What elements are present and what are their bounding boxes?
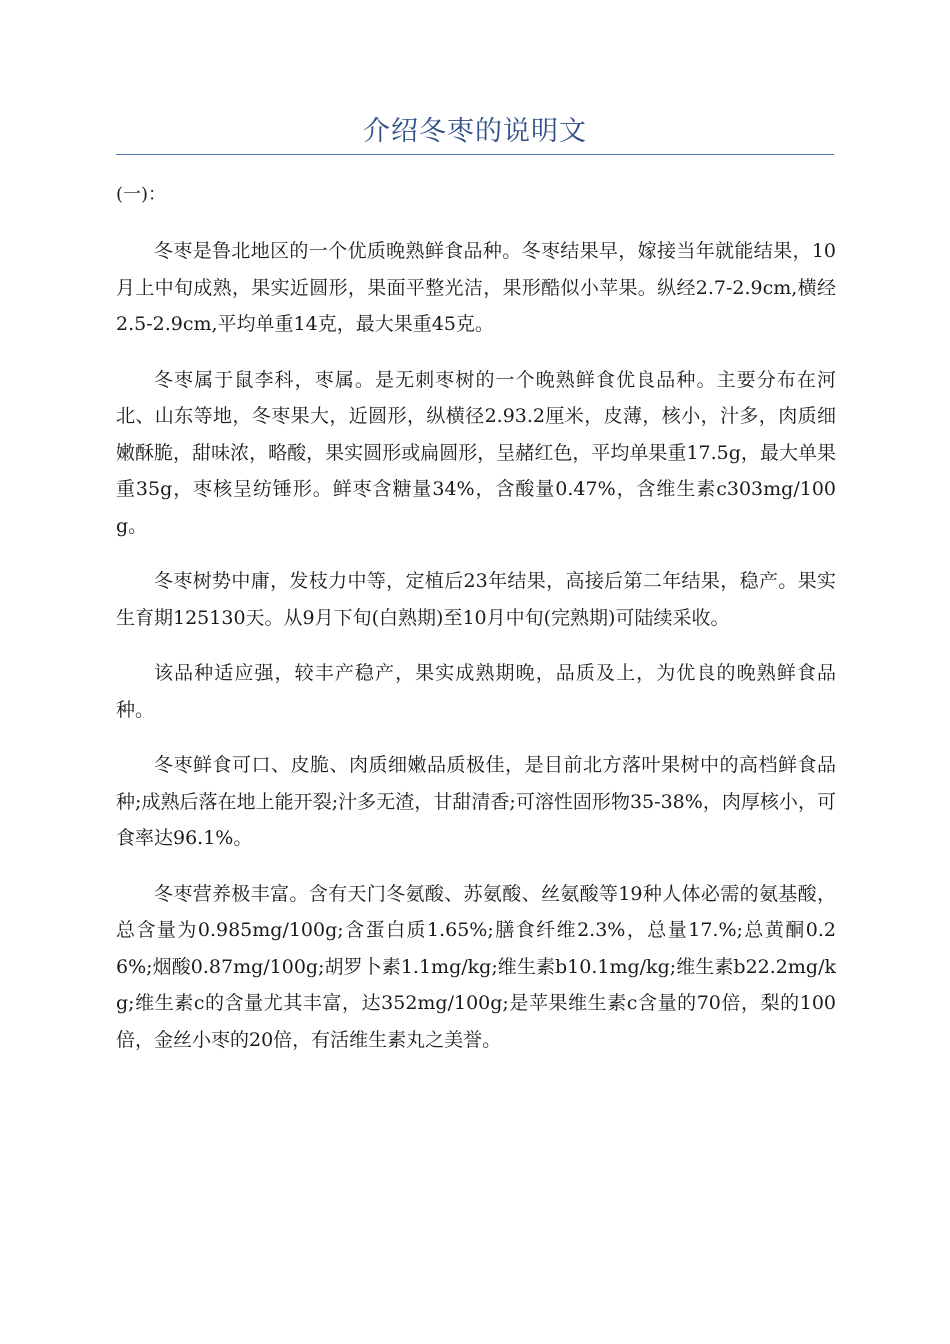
paragraph-adaptability: 该品种适应强，较丰产稳产，果实成熟期晚，品质及上，为优良的晚熟鲜食品种。 bbox=[116, 662, 836, 721]
paragraph-intro: 冬枣是鲁北地区的一个优质晚熟鲜食品种。冬枣结果早，嫁接当年就能结果，10月上中旬成熟，果实近圆形，果面平整光洁，果形酷似小苹果。纵经2.7-2.9cm,横经2.5-2.9cm,平均单重14克，最大果重45克。 bbox=[116, 240, 836, 335]
paragraph-classification: 冬枣属于鼠李科，枣属。是无刺枣树的一个晚熟鲜食优良品种。主要分布在河北、山东等地，冬枣果大，近圆形，纵横径2.93.2厘米，皮薄，核小，汁多，肉质细嫩酥脆，甜味浓，略酸，果实圆形或扁圆形，呈赭红色，平均单果重17.5g，最大单果重35g，枣核呈纺锤形。鲜枣含糖量34%，含酸量0.47%，含维生素c303mg/100g。 bbox=[116, 368, 836, 537]
paragraph-quality: 冬枣鲜食可口、皮脆、肉质细嫩品质极佳，是目前北方落叶果树中的高档鲜食品种;成熟后落在地上能开裂;汁多无渣，甘甜清香;可溶性固形物35-38%，肉厚核小，可食率达96.1%。 bbox=[116, 754, 836, 849]
paragraph-nutrition: 冬枣营养极丰富。含有天门冬氨酸、苏氨酸、丝氨酸等19种人体必需的氨基酸，总含量为0.985mg/100g;含蛋白质1.65%;膳食纤维2.3%，总量17.%;总黄酮0.26%;烟酸0.87mg/100g;胡罗卜素1.1mg/kg;维生素b10.1mg/kg;维生素b22.2mg/kg;维生素c的含量尤其丰富，达352mg/100g;是苹果维生素c含量的70倍，梨的100倍，金丝小枣的20倍，有活维生素丸之美誉。 bbox=[116, 882, 836, 1051]
document-title: 介绍冬枣的说明文 bbox=[363, 116, 587, 147]
document-body bbox=[116, 233, 836, 1077]
section-label: (一)： bbox=[116, 184, 167, 205]
title-underline bbox=[116, 154, 834, 155]
paragraph-growth: 冬枣树势中庸，发枝力中等，定植后23年结果，高接后第二年结果，稳产。果实生育期125130天。从9月下旬(白熟期)至10月中旬(完熟期)可陆续采收。 bbox=[116, 570, 836, 629]
